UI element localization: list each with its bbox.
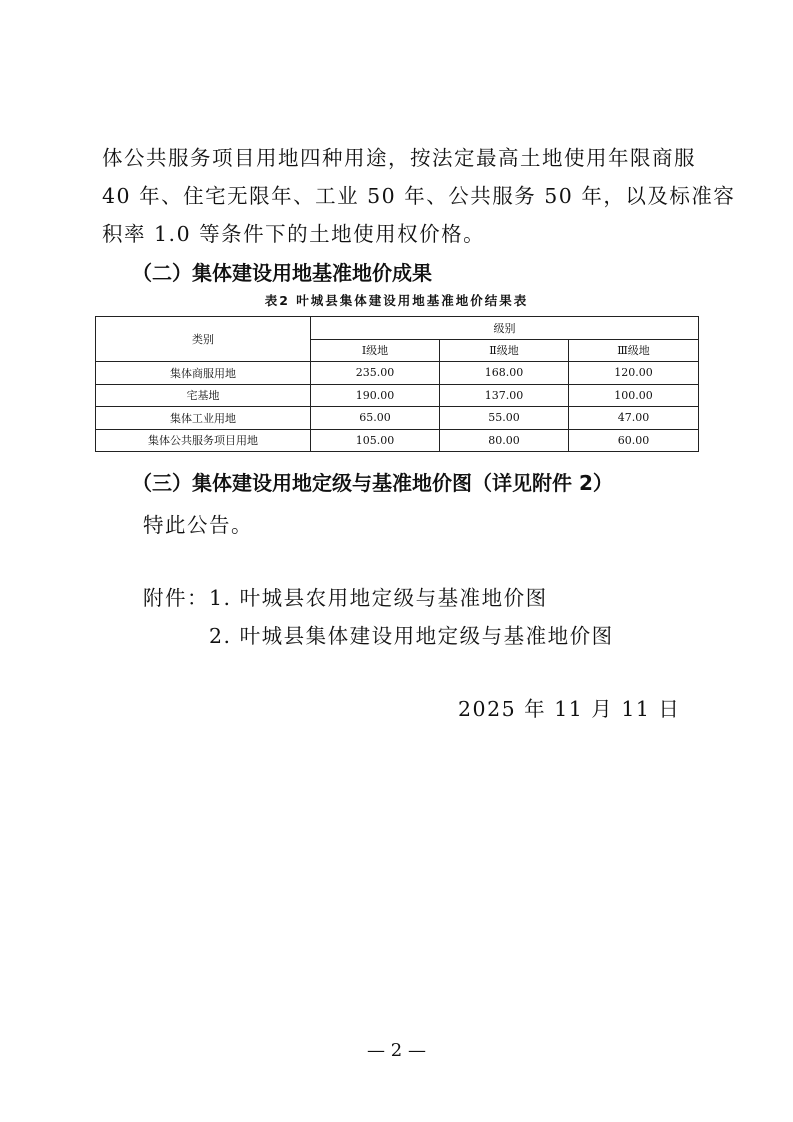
body-line: 40 年、住宅无限年、工业 50 年、公共服务 50 年，以及标准容 bbox=[102, 184, 736, 208]
price-cell: 80.00 bbox=[440, 429, 569, 452]
price-cell: 105.00 bbox=[311, 429, 440, 452]
table-row bbox=[96, 407, 699, 430]
attachment-item: 1. 叶城县农用地定级与基准地价图 bbox=[209, 586, 548, 610]
table-row bbox=[96, 429, 699, 452]
price-cell: 168.00 bbox=[440, 362, 569, 385]
row-category: 集体公共服务项目用地 bbox=[96, 429, 311, 452]
row-category: 集体工业用地 bbox=[96, 407, 311, 430]
header-level: 级别 bbox=[311, 317, 699, 340]
price-cell: 190.00 bbox=[311, 384, 440, 407]
document-date: 2025 年 11 月 11 日 bbox=[458, 697, 681, 721]
notice-text: 特此公告。 bbox=[143, 513, 253, 537]
price-cell: 137.00 bbox=[440, 384, 569, 407]
attachment-item: 2. 叶城县集体建设用地定级与基准地价图 bbox=[209, 624, 614, 648]
level-label: Ⅰ级地 bbox=[311, 339, 440, 362]
table-header-row bbox=[96, 317, 699, 340]
page-number: — 2 — bbox=[367, 1040, 426, 1061]
level-label: Ⅲ级地 bbox=[569, 339, 699, 362]
level-label: Ⅱ级地 bbox=[440, 339, 569, 362]
price-cell: 120.00 bbox=[569, 362, 699, 385]
table-row bbox=[96, 384, 699, 407]
price-cell: 100.00 bbox=[569, 384, 699, 407]
price-cell: 65.00 bbox=[311, 407, 440, 430]
body-paragraph bbox=[102, 139, 736, 253]
price-cell: 235.00 bbox=[311, 362, 440, 385]
attachments-label: 附件： bbox=[143, 586, 209, 610]
body-line: 积率 1.0 等条件下的土地使用权价格。 bbox=[102, 222, 486, 246]
row-category: 集体商服用地 bbox=[96, 362, 311, 385]
row-category: 宅基地 bbox=[96, 384, 311, 407]
price-cell: 47.00 bbox=[569, 407, 699, 430]
body-line: 体公共服务项目用地四种用途，按法定最高土地使用年限商服 bbox=[102, 146, 696, 170]
table-title: 表2 叶城县集体建设用地基准地价结果表 bbox=[264, 293, 529, 308]
price-cell: 60.00 bbox=[569, 429, 699, 452]
price-cell: 55.00 bbox=[440, 407, 569, 430]
section-heading-2: （二）集体建设用地基准地价成果 bbox=[132, 261, 432, 285]
benchmark-price-table bbox=[95, 316, 699, 452]
header-category: 类别 bbox=[96, 317, 311, 362]
table-row bbox=[96, 362, 699, 385]
section-heading-3: （三）集体建设用地定级与基准地价图（详见附件 2） bbox=[132, 471, 613, 495]
